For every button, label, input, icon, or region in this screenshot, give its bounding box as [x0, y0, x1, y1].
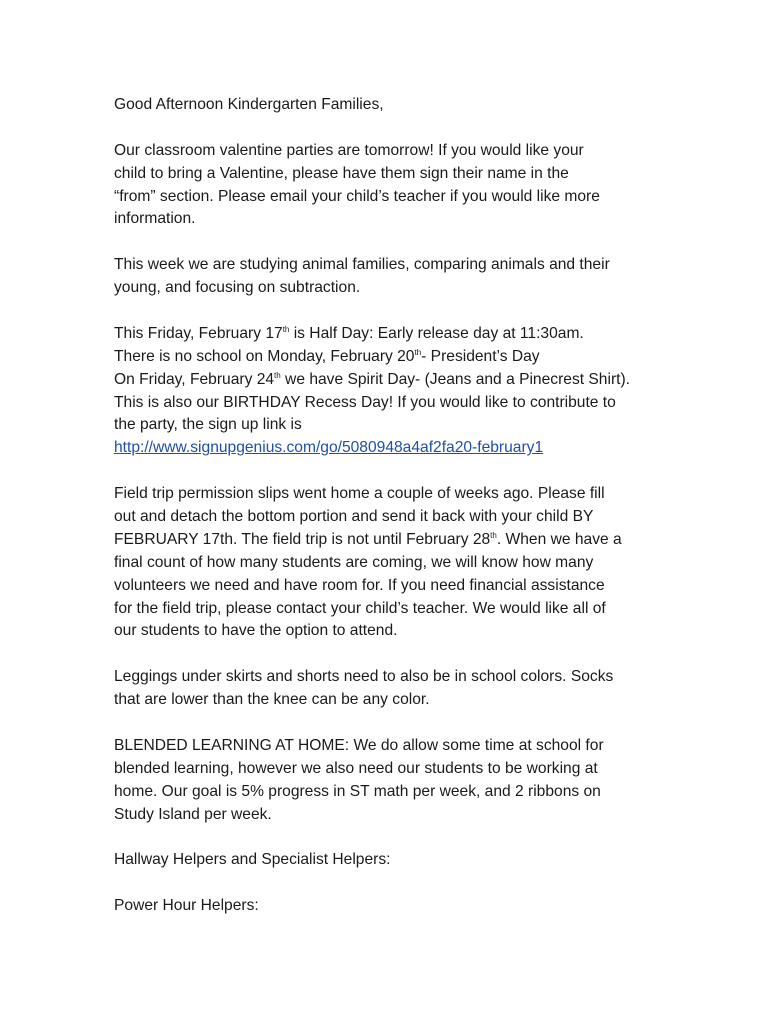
- field-trip-paragraph: [114, 483, 674, 643]
- paragraph-line: This is also our BIRTHDAY Recess Day! If you would like to contribute to: [114, 393, 616, 411]
- paragraph-line: BLENDED LEARNING AT HOME: We do allow some time at school for: [114, 736, 604, 754]
- signup-link[interactable]: http://www.signupgenius.com/go/5080948a4af2fa20-february1: [114, 439, 544, 457]
- half-day-line: This Friday, February 17th is Half Day: Early release day at 11:30am.: [114, 324, 584, 342]
- letter-body: [114, 94, 674, 918]
- paragraph-line: the party, the sign up link is: [114, 416, 302, 434]
- paragraph-line: “from” section. Please email your child’s teacher if you would like more: [114, 187, 600, 205]
- power-hour-helpers-heading: Power Hour Helpers:: [114, 897, 259, 915]
- spirit-day-line: On Friday, February 24th we have Spirit Day- (Jeans and a Pinecrest Shirt).: [114, 370, 630, 388]
- hallway-helpers-heading: Hallway Helpers and Specialist Helpers:: [114, 851, 391, 869]
- field-trip-date-line: FEBRUARY 17th. The field trip is not until February 28th. When we have a: [114, 530, 622, 548]
- dress-code-paragraph: [114, 666, 674, 712]
- paragraph-line: Leggings under skirts and shorts need to also be in school colors. Socks: [114, 668, 614, 686]
- blended-learning-paragraph: [114, 735, 674, 827]
- paragraph-line: This week we are studying animal families, comparing animals and their: [114, 256, 610, 274]
- paragraph-line: out and detach the bottom portion and send it back with your child BY: [114, 508, 594, 526]
- greeting: Good Afternoon Kindergarten Families,: [114, 96, 384, 113]
- paragraph-line: Field trip permission slips went home a couple of weeks ago. Please fill: [114, 485, 605, 503]
- paragraph-line: volunteers we need and have room for. If you need financial assistance: [114, 576, 605, 594]
- study-paragraph: [114, 254, 674, 300]
- valentine-paragraph: [114, 140, 674, 232]
- paragraph-line: Study Island per week.: [114, 805, 272, 823]
- paragraph-line: child to bring a Valentine, please have them sign their name in the: [114, 164, 569, 182]
- paragraph-line: that are lower than the knee can be any color.: [114, 691, 430, 709]
- paragraph-line: for the field trip, please contact your child’s teacher. We would like all of: [114, 599, 606, 617]
- paragraph-line: Our classroom valentine parties are tomorrow! If you would like your: [114, 141, 584, 159]
- paragraph-line: final count of how many students are coming, we will know how many: [114, 553, 594, 571]
- paragraph-line: information.: [114, 210, 196, 228]
- dates-paragraph: [114, 323, 674, 460]
- paragraph-line: our students to have the option to attend.: [114, 622, 398, 640]
- paragraph-line: blended learning, however we also need our students to be working at: [114, 759, 598, 777]
- paragraph-line: young, and focusing on subtraction.: [114, 279, 361, 297]
- paragraph-line: home. Our goal is 5% progress in ST math per week, and 2 ribbons on: [114, 782, 601, 800]
- no-school-line: There is no school on Monday, February 20th- President’s Day: [114, 347, 540, 365]
